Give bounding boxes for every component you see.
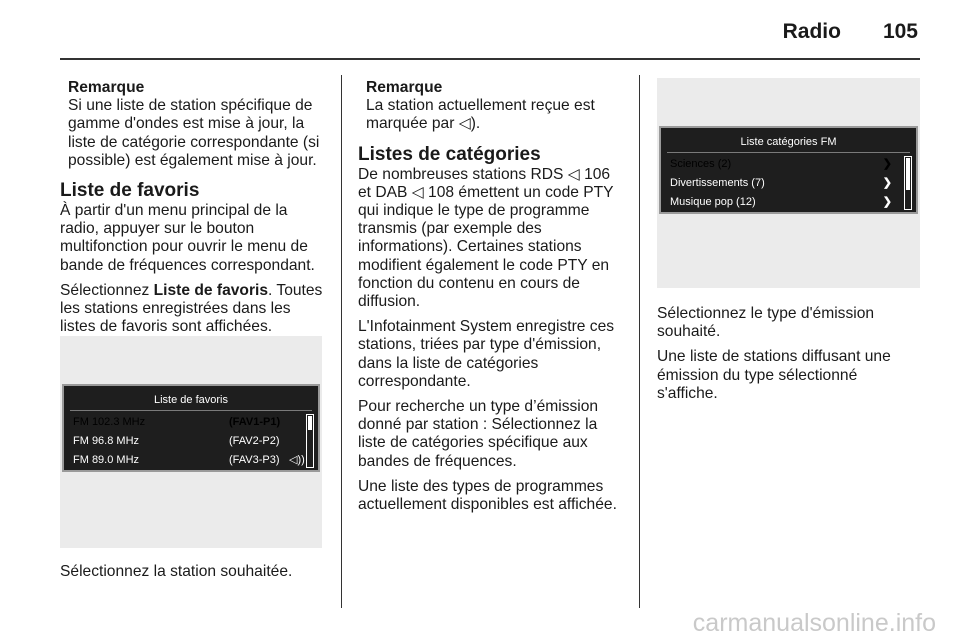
note-text: Si une liste de station spécifique de gamme d'ondes est mise à jour, la liste de catégorie correspondante (si possible) est également mise à jour. <box>68 97 320 169</box>
row-favorite-slot: (FAV3-P3) <box>229 454 280 466</box>
row-frequency: FM 89.0 MHz <box>73 454 140 466</box>
paragraph: Sélectionnez le type d'émission souhaité. <box>657 305 875 341</box>
note-block <box>60 79 328 170</box>
page-header <box>783 20 918 44</box>
paragraph: De nombreuses stations RDS ◁ 106 et DAB ◁ 108 émettent un code PTY qui indique le type de programme transmis (par exemple des informations). Certaines stations modifient également le code PTY en fonction du contenu en cours de diffusion. <box>358 165 614 311</box>
note-text: La station actuellement reçue est marquée par ◁). <box>366 97 595 133</box>
note-title: Remarque <box>68 79 145 96</box>
scrollbar-thumb <box>906 158 910 190</box>
menu-name: Liste de favoris <box>153 281 269 299</box>
note-title: Remarque <box>366 79 443 96</box>
page-number: 105 <box>882 20 918 43</box>
section-title: Radio <box>782 20 841 43</box>
paragraph: Pour recherche un type d’émission donné par station : Sélectionnez la liste de catégories spécifique aux bandes de fréquences. <box>358 398 599 470</box>
chevron-right-icon: ❯ <box>882 158 892 170</box>
section-heading-favorites: Liste de favoris <box>60 180 200 202</box>
row-frequency: FM 102.3 MHz <box>73 416 146 428</box>
favorites-caption <box>60 563 328 581</box>
favorites-screen <box>62 384 320 472</box>
screen-title: Liste catégories FM <box>740 136 837 148</box>
category-label: Musique pop (12) <box>670 196 756 208</box>
watermark: carmanualsonline.info <box>692 609 936 637</box>
category-label: Divertissements (7) <box>670 177 765 189</box>
category-label: Sciences (2) <box>670 158 732 170</box>
right-column <box>657 305 920 403</box>
chevron-right-icon: ❯ <box>882 177 892 189</box>
header-rule <box>60 58 920 60</box>
row-frequency: FM 96.8 MHz <box>73 435 140 447</box>
column-separator-2 <box>639 75 640 608</box>
paragraph: À partir d'un menu principal de la radio, appuyer sur le bouton multifonction pour ouvrir le menu de bande de fréquences correspondant. <box>60 202 315 274</box>
screen-title: Liste de favoris <box>154 394 228 406</box>
column-separator-1 <box>341 75 342 608</box>
screen-divider <box>667 152 910 153</box>
text-run: Sélectionnez <box>60 281 154 299</box>
caption-text: Sélectionnez la station souhaitée. <box>60 563 293 580</box>
note-block <box>358 79 626 134</box>
row-favorite-slot: (FAV2-P2) <box>229 435 280 447</box>
middle-column <box>358 79 626 514</box>
categories-screen <box>659 126 918 214</box>
paragraph: Une liste des types de programmes actuellement disponibles est affichée. <box>358 477 617 514</box>
section-heading-categories: Listes de catégories <box>358 143 541 165</box>
scrollbar <box>306 414 314 468</box>
screen-divider <box>70 410 312 411</box>
text-run: . Toutes les stations enregistrées dans les listes de favoris sont affichées. <box>60 281 323 336</box>
paragraph <box>60 282 328 337</box>
speaker-icon: ◁)) <box>289 454 305 466</box>
scrollbar-thumb <box>308 416 312 430</box>
row-favorite-slot: (FAV1-P1) <box>229 416 281 428</box>
paragraph: L'Infotainment System enregistre ces stations, triées par type d'émission, dans la liste de catégories correspondante. <box>358 318 615 390</box>
chevron-right-icon: ❯ <box>882 196 892 208</box>
scrollbar <box>904 156 912 210</box>
paragraph: Une liste de stations diffusant une émission du type sélectionné s'affiche. <box>657 348 891 402</box>
left-column <box>60 79 328 336</box>
